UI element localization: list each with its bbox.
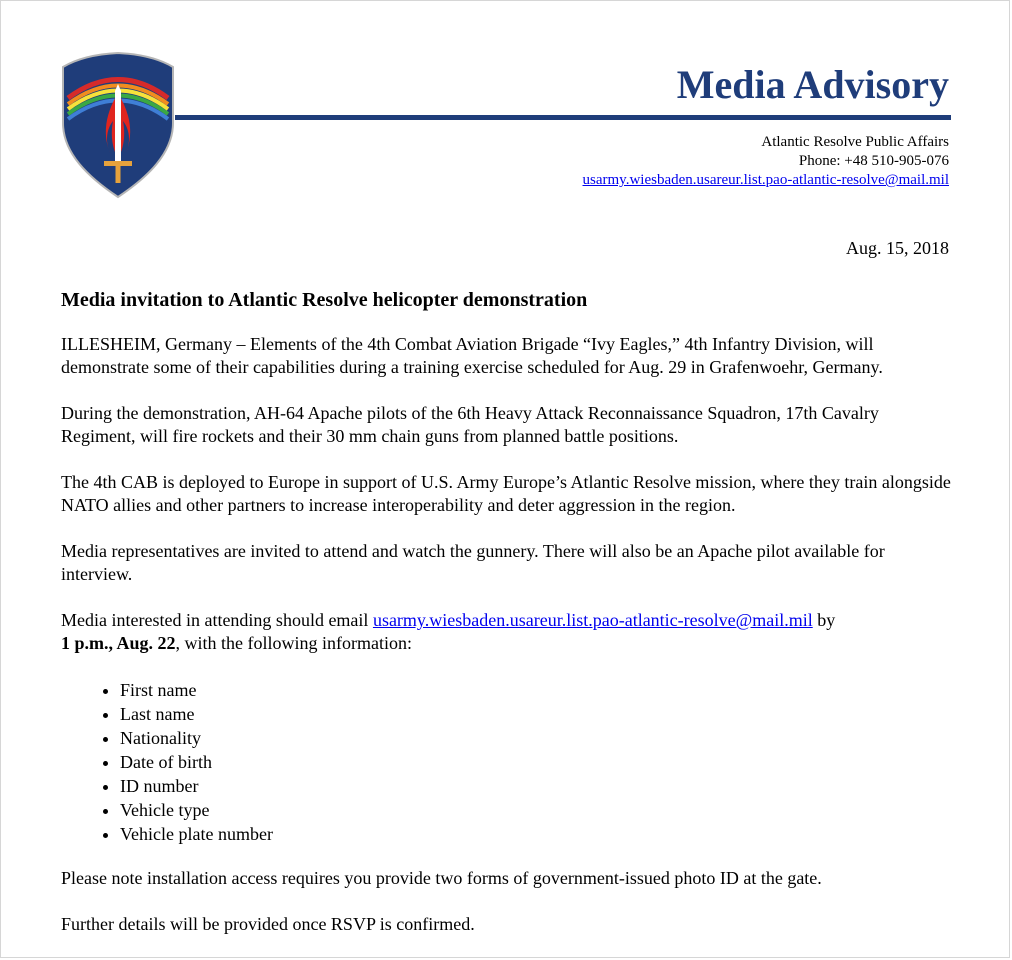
paragraph-invitation: Media representatives are invited to attend and watch the gunnery. There will also be an Apache pilot available for interview. [61, 541, 885, 584]
advisory-body [61, 287, 953, 958]
masthead-title: Media Advisory [676, 62, 949, 107]
rsvp-text-after-link: by [812, 610, 836, 630]
list-item: • Vehicle type [120, 798, 953, 822]
contact-organization: Atlantic Resolve Public Affairs [761, 134, 949, 150]
rsvp-email-link[interactable]: usarmy.wiesbaden.usareur.list.pao-atlantic-resolve@mail.mil [372, 610, 813, 630]
list-item: • Vehicle plate number [120, 822, 953, 846]
list-item: • Nationality [120, 726, 953, 750]
paragraph-intro: ILLESHEIM, Germany – Elements of the 4th Combat Aviation Brigade “Ivy Eagles,” 4th Infantry Division, will demonstrate some of their capabilities during a training exercise scheduled for Aug. 29 in Grafenwoehr, Germany. [61, 334, 883, 377]
rsvp-text-before-link: Media interested in attending should email [61, 610, 373, 630]
usareur-shield-logo-icon [60, 51, 176, 199]
contact-block [583, 133, 949, 190]
paragraph-further-details: Further details will be provided once RSVP is confirmed. [61, 914, 475, 934]
rsvp-deadline: 1 p.m., Aug. 22 [61, 633, 176, 653]
rsvp-text-after-deadline: , with the following information: [175, 633, 413, 653]
contact-phone: Phone: +48 510-905-076 [798, 153, 949, 169]
headline: Media invitation to Atlantic Resolve helicopter demonstration [61, 289, 588, 311]
contact-email-link[interactable]: usarmy.wiesbaden.usareur.list.pao-atlantic-resolve@mail.mil [582, 172, 949, 188]
paragraph-id-requirement: Please note installation access requires you provide two forms of government-issued photo ID at the gate. [61, 868, 822, 888]
list-item: • Last name [120, 702, 953, 726]
paragraph-demonstration: During the demonstration, AH-64 Apache pilots of the 6th Heavy Attack Reconnaissance Squadron, 17th Cavalry Regiment, will fire rockets and their 30 mm chain guns from planned battle positions. [61, 403, 879, 446]
release-date: Aug. 15, 2018 [846, 238, 949, 258]
paragraph-rsvp [61, 609, 953, 655]
required-info-list [61, 678, 953, 846]
list-item: • Date of birth [120, 750, 953, 774]
list-item: • First name [120, 678, 953, 702]
list-item: • ID number [120, 774, 953, 798]
paragraph-deployment: The 4th CAB is deployed to Europe in support of U.S. Army Europe’s Atlantic Resolve mission, where they train alongside NATO allies and other partners to increase interoperability and deter aggression in the region. [61, 472, 951, 515]
header-rule [175, 115, 951, 120]
